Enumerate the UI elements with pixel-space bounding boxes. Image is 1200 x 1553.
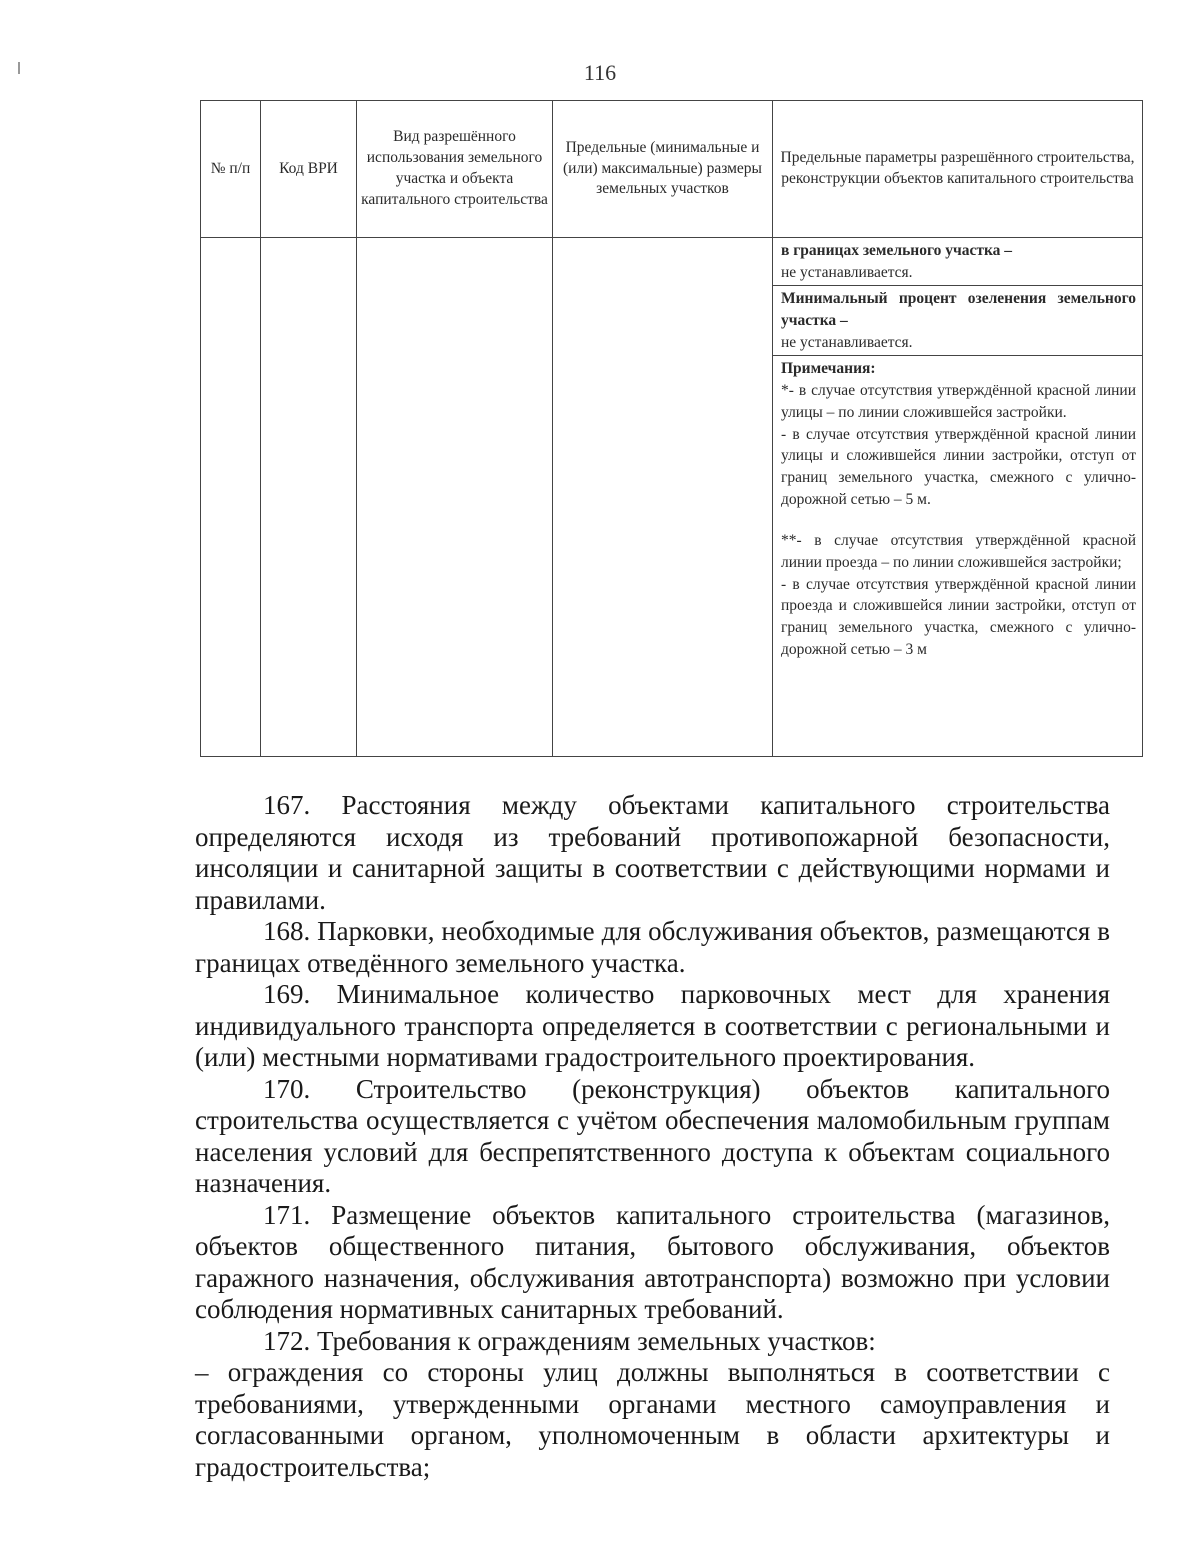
document-body [195, 790, 1110, 1483]
note-item: **- в случае отсутствия утверждённой красной линии проезда – по линии сложившейся застройки; [781, 532, 1136, 571]
param-block-greening [773, 286, 1142, 356]
param-boundaries-heading: в границах земельного участка – [781, 242, 1013, 259]
paragraph-168: 168. Парковки, необходимые для обслуживания объектов, размещаются в границах отведённого земельного участка. [195, 916, 1110, 978]
note-item: - в случае отсутствия утверждённой красной линии улицы и сложившейся линии застройки, отступ от границ земельного участка, смежного с улично-дорожной сетью – 5 м. [781, 425, 1136, 508]
param-greening-value: не устанавливается. [781, 333, 913, 351]
header-build-params: Предельные параметры разрешённого строительства, реконструкции объектов капитального строительства [773, 101, 1143, 238]
page-number: 116 [583, 60, 617, 85]
paragraph-171: 171. Размещение объектов капитального строительства (магазинов, объектов общественного питания, бытового обслуживания, объектов гаражного назначения, обслуживания автотранспорта) возможно при условии соблюдения нормативных санитарных требований. [195, 1199, 1110, 1324]
cell-number-empty [201, 238, 261, 757]
paragraph-172: 172. Требования к ограждениям земельных участков: [263, 1325, 876, 1356]
note-spacer [781, 510, 1136, 530]
notes-title: Примечания: [781, 360, 876, 378]
table-row [201, 238, 1143, 757]
note-item: - в случае отсутствия утверждённой красной линии проезда и сложившейся линии застройки, отступ от границ земельного участка, смежного с улично-дорожной сетью – 3 м [781, 575, 1136, 658]
cell-plot-sizes-empty [553, 238, 773, 757]
param-block-notes [773, 356, 1142, 662]
table-header-row [201, 101, 1143, 238]
param-boundaries-value: не устанавливается. [781, 263, 913, 281]
header-code: Код ВРИ [261, 101, 357, 238]
paragraph-169: 169. Минимальное количество парковочных мест для хранения индивидуального транспорта определяется в соответствии с региональными и (или) местными нормативами градостроительного проектирования. [195, 979, 1110, 1072]
param-block-boundaries [773, 238, 1142, 286]
cell-build-params [773, 238, 1143, 757]
header-number: № п/п [201, 101, 261, 238]
paragraph-172-item: – ограждения со стороны улиц должны выполняться в соответствии с требованиями, утвержденными органами местного самоуправления и согласованными органом, уполномоченным в области архитектуры и градостроительства; [195, 1357, 1110, 1482]
cell-code-empty [261, 238, 357, 757]
zoning-parameters-table [200, 100, 1143, 757]
paragraph-167: 167. Расстояния между объектами капитального строительства определяются исходя из требований противопожарной безопасности, инсоляции и санитарной защиты в соответствии с действующими нормами и правилами. [195, 790, 1110, 915]
header-use-type: Вид разрешённого использования земельного участка и объекта капитального строительства [357, 101, 553, 238]
paragraph-170: 170. Строительство (реконструкция) объектов капитального строительства осуществляется с учётом обеспечения маломобильным группам населения условий для беспрепятственного доступа к объектам социального назначения. [195, 1073, 1110, 1198]
header-plot-sizes: Предельные (минимальные и (или) максимальные) размеры земельных участков [553, 101, 773, 238]
param-greening-heading: Минимальный процент озеленения земельного участка – [781, 290, 1136, 330]
note-item: *- в случае отсутствия утверждённой красной линии улицы – по линии сложившейся застройки. [781, 382, 1136, 421]
cell-use-type-empty [357, 238, 553, 757]
